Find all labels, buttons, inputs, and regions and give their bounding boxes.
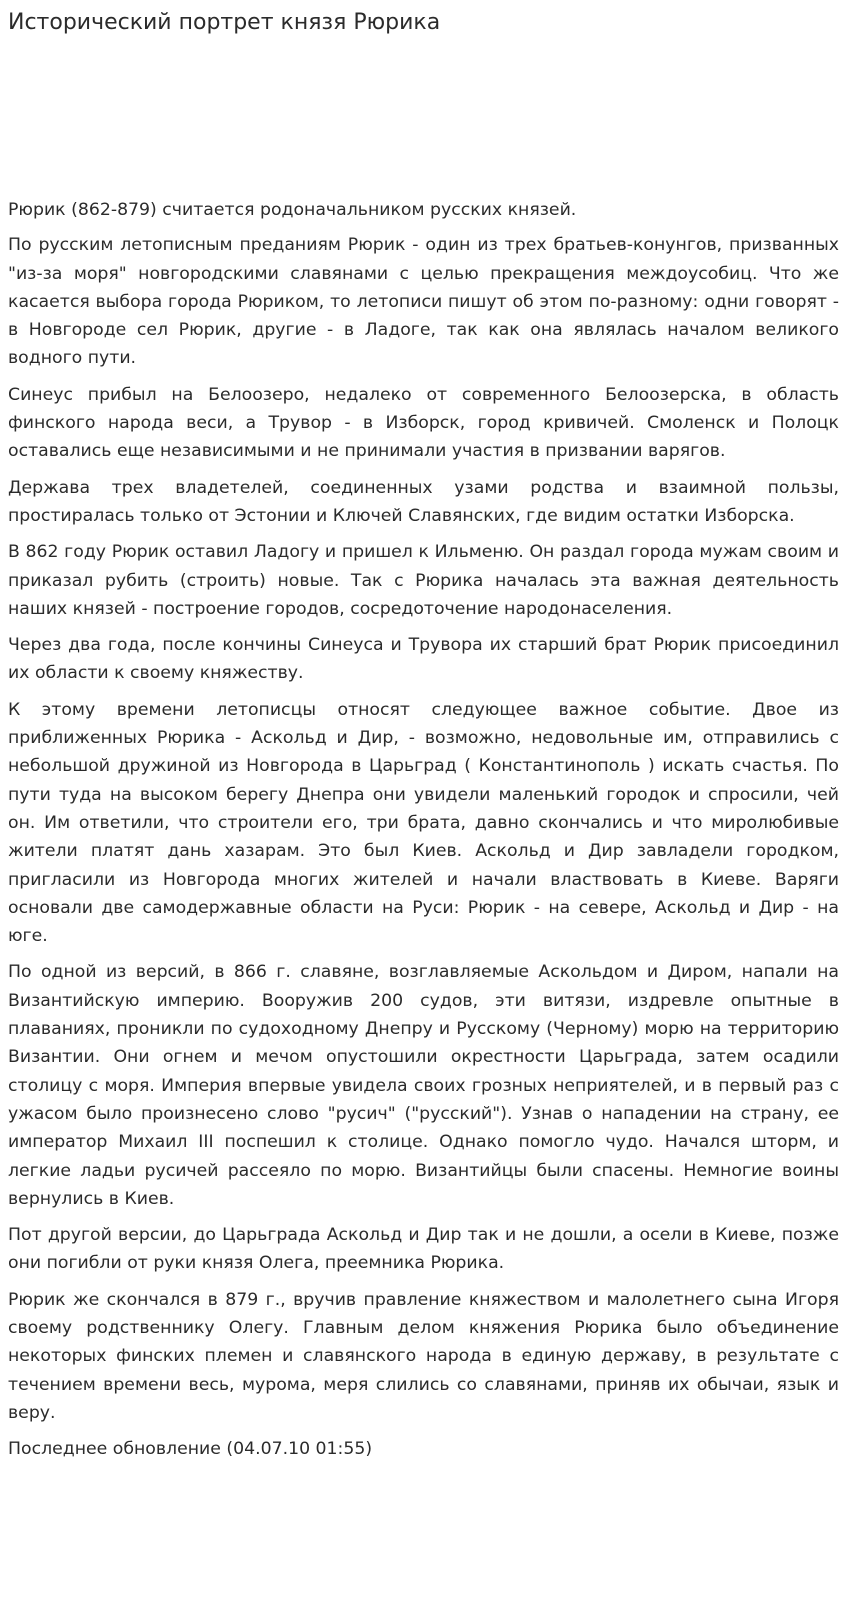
- paragraph-intro: Рюрик (862-879) считается родоначальником русских князей.: [8, 200, 577, 220]
- paragraph-two-years: Через два года, после кончины Синеуса и Трувора их старший брат Рюрик присоединил их области к своему княжеству.: [8, 635, 839, 684]
- last-updated: Последнее обновление (04.07.10 01:55): [8, 1439, 373, 1460]
- page-title: Исторический портрет князя Рюрика: [8, 10, 441, 35]
- paragraph-sineus-truvor: Синеус прибыл на Белоозеро, недалеко от современного Белоозерска, в область финского народа веси, а Трувор - в Изборск, город кривичей. Смоленск и Полоцк оставались еще независимыми и не принимали участия в призвании варягов.: [8, 384, 839, 462]
- paragraph-askold-dir: К этому времени летописцы относят следующее важное событие. Двое из приближенных Рюрика - Аскольд и Дир, - возможно, недовольные им, отправились с небольшой дружиной из Новгорода в Царьград ( Константинополь ) искать счастья. По пути туда на высоком берегу Днепра они увидели маленький городок и спросили, чей он. Им ответили, что строители его, три брата, давно скончались и что миролюбивые жители платят дань хазарам. Это был Киев. Аскольд и Дир завладели городком, пригласили из Новгорода многих жителей и начали властвовать в Киеве. Варяги основали две самодержавные области на Руси: Рюрик - на севере, Аскольд и Дир - на юге.: [8, 699, 839, 947]
- paragraph-866: По одной из версий, в 866 г. славяне, возглавляемые Аскольдом и Диром, напали на Византийскую империю. Вооружив 200 судов, эти витязи, издревле опытные в плаваниях, проникли по судоходному Днепру и Русскому (Черному) морю на территорию Византии. Они огнем и мечом опустошили окрестности Царьграда, затем осадили столицу с моря. Империя впервые увидела своих грозных неприятелей, и в первый раз с ужасом было произнесено слово "русич" ("русский"). Узнав о нападении на страну, ее император Михаил III поспешил к столице. Однако помогло чудо. Начался шторм, и легкие ладьи русичей рассеяло по морю. Византийцы были спасены. Немногие воины вернулись в Киев.: [8, 962, 839, 1209]
- blank-banner-area: [8, 38, 839, 196]
- article-body: [8, 196, 839, 1463]
- paragraph-862: В 862 году Рюрик оставил Ладогу и пришел к Ильменю. Он раздал города мужам своим и приказал рубить (строить) новые. Так с Рюрика началась эта важная деятельность наших князей - построение городов, сосредоточение народонаселения.: [8, 542, 839, 619]
- paragraph-other-version: Пот другой версии, до Царьграда Аскольд и Дир так и не дошли, а осели в Киеве, позже они погибли от руки князя Олега, преемника Рюрика.: [8, 1225, 839, 1274]
- paragraph-state: Держава трех владетелей, соединенных узами родства и взаимной пользы, простиралась только от Эстонии и Ключей Славянских, где видим остатки Изборска.: [8, 477, 839, 526]
- paragraph-calling: По русским летописным преданиям Рюрик - один из трех братьев-конунгов, призванных "из-за моря" новгородскими славянами с целью прекращения междоусобиц. Что же касается выбора города Рюриком, то летописи пишут об этом по-разному: одни говорят - в Новгороде сел Рюрик, другие - в Ладоге, так как она являлась началом великого водного пути.: [8, 235, 839, 369]
- paragraph-879: Рюрик же скончался в 879 г., вручив правление княжеством и малолетнего сына Игоря своему родственнику Олегу. Главным делом княжения Рюрика было объединение некоторых финских племен и славянского народа в единую державу, в результате с течением времени весь, мурома, меря слились со славянами, приняв их обычаи, язык и веру.: [8, 1289, 839, 1423]
